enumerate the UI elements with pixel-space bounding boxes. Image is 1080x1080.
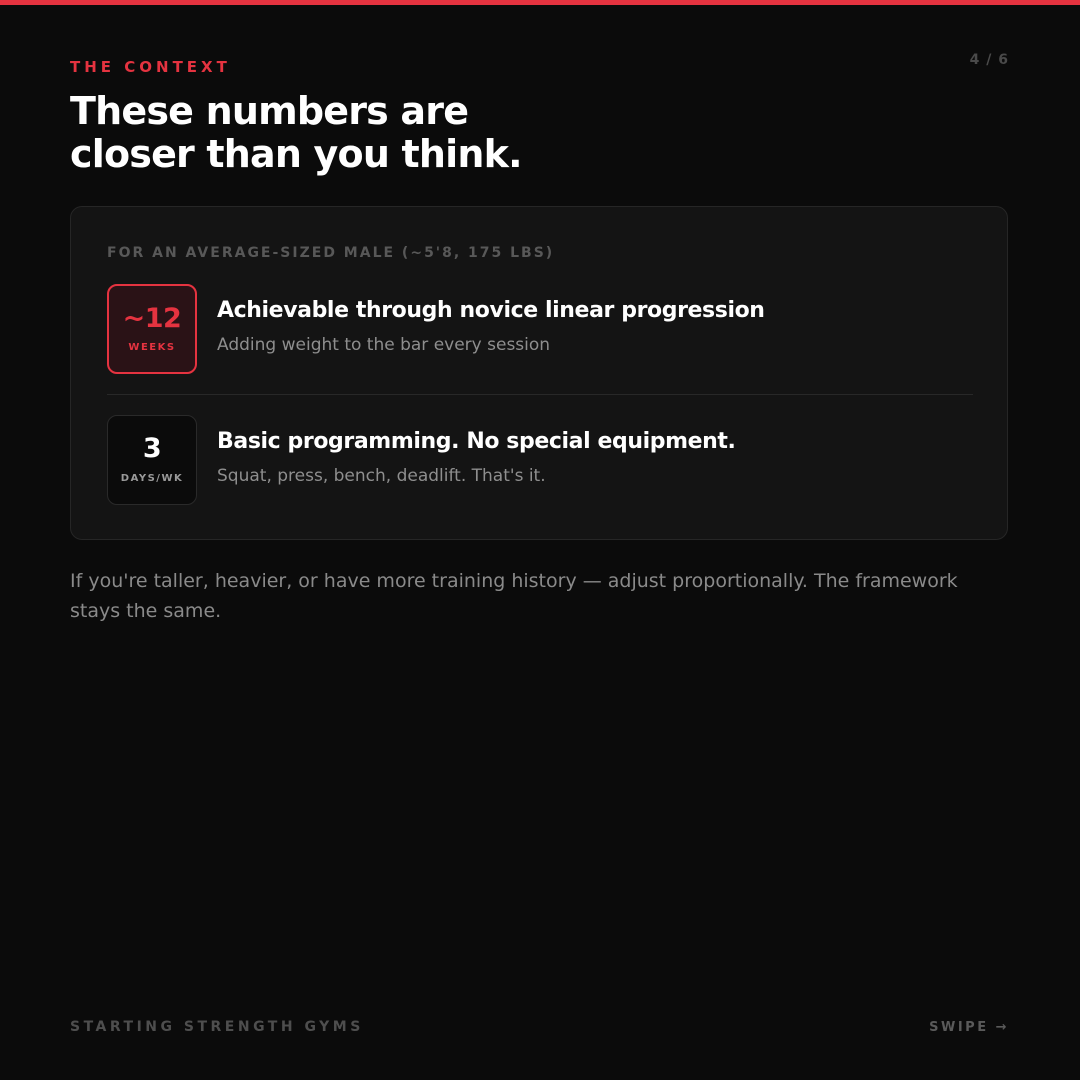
stat-value: ~12	[122, 303, 182, 334]
stat-badge-weeks	[107, 284, 197, 374]
card-caption: FOR AN AVERAGE-SIZED MALE (~5'8, 175 LBS)	[107, 245, 555, 261]
accent-top-bar	[0, 0, 1080, 5]
swipe-hint[interactable]: SWIPE →	[929, 1020, 1009, 1035]
stat-subtext: Adding weight to the bar every session	[217, 335, 551, 355]
stat-row-weeks	[107, 284, 973, 374]
page-indicator: 4 / 6	[969, 52, 1009, 68]
page-title-line-1: These numbers are	[70, 89, 469, 133]
stat-badge-days	[107, 415, 197, 505]
page-title	[70, 90, 670, 176]
footnote-text: If you're taller, heavier, or have more training history — adjust proportionally. The framework stays the same.	[70, 570, 958, 622]
stat-subtext: Squat, press, bench, deadlift. That's it.	[217, 466, 546, 486]
page-title-line-2: closer than you think.	[70, 132, 522, 176]
stat-value: 3	[142, 433, 162, 464]
stat-row-days	[107, 415, 973, 505]
context-card	[70, 206, 1008, 540]
section-eyebrow: THE CONTEXT	[70, 58, 231, 76]
stat-heading: Basic programming. No special equipment.	[217, 429, 736, 454]
brand-name: STARTING STRENGTH GYMS	[70, 1019, 364, 1035]
stat-heading: Achievable through novice linear progression	[217, 298, 765, 323]
stat-unit: WEEKS	[128, 342, 176, 353]
stat-unit: DAYS/WK	[120, 473, 184, 484]
row-divider	[107, 394, 973, 395]
